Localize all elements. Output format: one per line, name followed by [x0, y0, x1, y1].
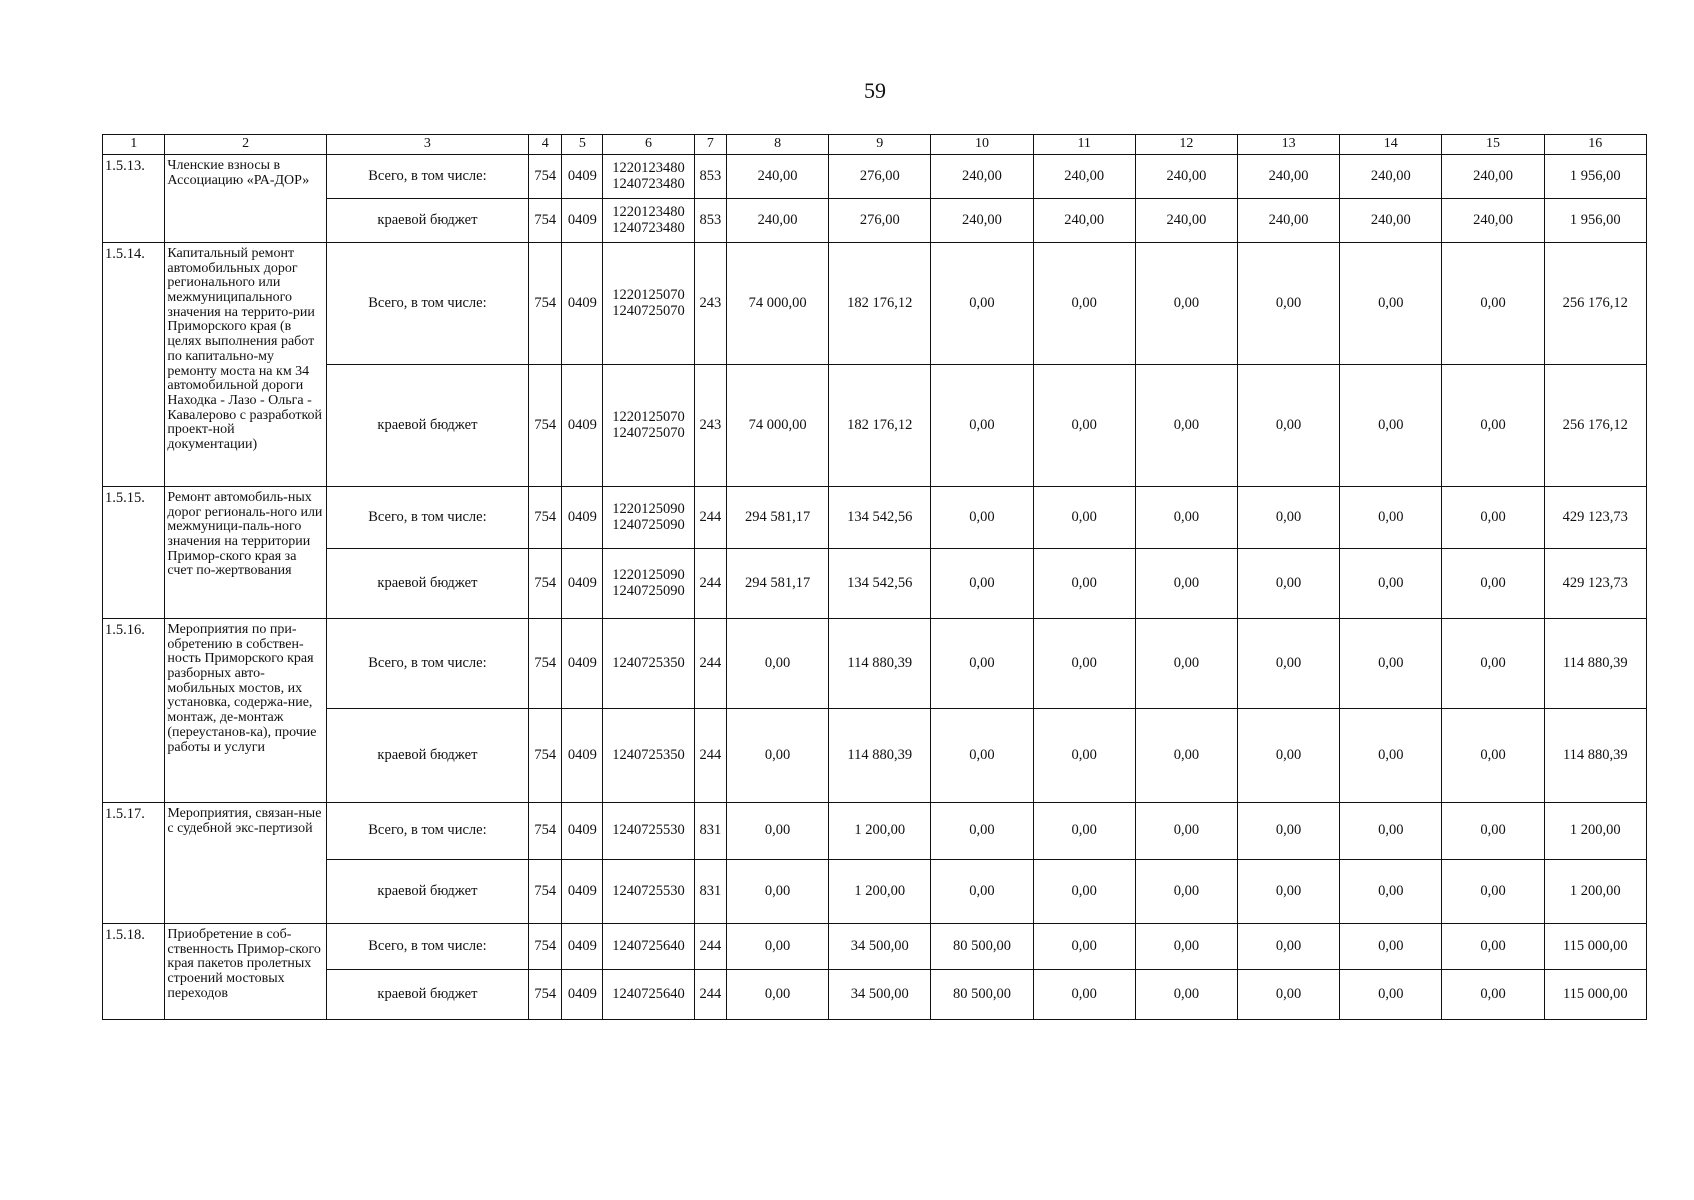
item-name: Членские взносы в Ассоциацию «РА-ДОР» — [165, 155, 326, 243]
value-cell-c11: 0,00 — [1033, 709, 1135, 803]
value-cell-c5: 0409 — [562, 365, 603, 487]
table-row — [103, 155, 1647, 199]
value-cell-c5: 0409 — [562, 243, 603, 365]
value-cell-c14: 0,00 — [1340, 243, 1442, 365]
column-number-cell: 16 — [1544, 135, 1646, 155]
value-cell-c10: 0,00 — [931, 619, 1033, 709]
value-cell-c16: 1 956,00 — [1544, 155, 1646, 199]
column-number-cell: 5 — [562, 135, 603, 155]
table-row — [103, 243, 1647, 365]
column-number-cell: 14 — [1340, 135, 1442, 155]
item-number: 1.5.17. — [103, 803, 165, 924]
value-cell-c8: 74 000,00 — [726, 243, 828, 365]
column-number-cell: 2 — [165, 135, 326, 155]
value-cell-c5: 0409 — [562, 549, 603, 619]
value-cell-c13: 0,00 — [1238, 365, 1340, 487]
value-cell-c5: 0409 — [562, 709, 603, 803]
column-number-cell: 11 — [1033, 135, 1135, 155]
value-cell-c10: 0,00 — [931, 860, 1033, 924]
value-cell-c6: 1240725640 — [603, 970, 694, 1020]
column-number-cell: 9 — [829, 135, 931, 155]
value-cell-c11: 0,00 — [1033, 924, 1135, 970]
value-cell-c7: 244 — [694, 709, 726, 803]
item-number: 1.5.15. — [103, 487, 165, 619]
value-cell-c12: 0,00 — [1135, 619, 1237, 709]
column-number-cell: 3 — [326, 135, 528, 155]
column-number-cell: 8 — [726, 135, 828, 155]
value-cell-c8: 0,00 — [726, 709, 828, 803]
funding-source: краевой бюджет — [326, 709, 528, 803]
value-cell-c6: 1220125070 1240725070 — [603, 243, 694, 365]
value-cell-c15: 0,00 — [1442, 549, 1544, 619]
column-number-cell: 10 — [931, 135, 1033, 155]
value-cell-c11: 0,00 — [1033, 243, 1135, 365]
table-row — [103, 970, 1647, 1020]
table-body — [103, 135, 1647, 1020]
value-cell-c4: 754 — [529, 924, 562, 970]
value-cell-c12: 240,00 — [1135, 199, 1237, 243]
funding-source: Всего, в том числе: — [326, 487, 528, 549]
value-cell-c13: 0,00 — [1238, 803, 1340, 860]
value-cell-c8: 74 000,00 — [726, 365, 828, 487]
value-cell-c16: 114 880,39 — [1544, 709, 1646, 803]
funding-source: краевой бюджет — [326, 860, 528, 924]
value-cell-c5: 0409 — [562, 860, 603, 924]
value-cell-c4: 754 — [529, 365, 562, 487]
value-cell-c15: 0,00 — [1442, 487, 1544, 549]
item-number: 1.5.13. — [103, 155, 165, 243]
value-cell-c8: 294 581,17 — [726, 487, 828, 549]
value-cell-c6: 1220125070 1240725070 — [603, 365, 694, 487]
value-cell-c12: 0,00 — [1135, 803, 1237, 860]
value-cell-c15: 0,00 — [1442, 860, 1544, 924]
item-name: Приобретение в соб-ственность Примор-ского края пакетов пролетных строений мостовых переходов — [165, 924, 326, 1020]
value-cell-c4: 754 — [529, 619, 562, 709]
value-cell-c6: 1220125090 1240725090 — [603, 487, 694, 549]
value-cell-c16: 1 956,00 — [1544, 199, 1646, 243]
value-cell-c6: 1220123480 1240723480 — [603, 155, 694, 199]
value-cell-c10: 0,00 — [931, 549, 1033, 619]
item-name: Мероприятия, связан-ные с судебной экс-пертизой — [165, 803, 326, 924]
value-cell-c12: 0,00 — [1135, 709, 1237, 803]
value-cell-c8: 0,00 — [726, 803, 828, 860]
value-cell-c9: 276,00 — [829, 155, 931, 199]
value-cell-c12: 0,00 — [1135, 924, 1237, 970]
funding-source: краевой бюджет — [326, 970, 528, 1020]
value-cell-c9: 34 500,00 — [829, 970, 931, 1020]
value-cell-c4: 754 — [529, 709, 562, 803]
value-cell-c7: 244 — [694, 924, 726, 970]
value-cell-c14: 0,00 — [1340, 924, 1442, 970]
item-name: Ремонт автомобиль-ных дорог региональ-ного или межмуници-паль-ного значения на территории Примор-ского края за счет по-жертвования — [165, 487, 326, 619]
table-row — [103, 803, 1647, 860]
value-cell-c13: 0,00 — [1238, 709, 1340, 803]
value-cell-c7: 831 — [694, 803, 726, 860]
value-cell-c10: 0,00 — [931, 243, 1033, 365]
value-cell-c9: 1 200,00 — [829, 803, 931, 860]
value-cell-c16: 1 200,00 — [1544, 860, 1646, 924]
value-cell-c8: 294 581,17 — [726, 549, 828, 619]
value-cell-c15: 0,00 — [1442, 619, 1544, 709]
value-cell-c10: 0,00 — [931, 709, 1033, 803]
column-number-cell: 4 — [529, 135, 562, 155]
column-number-cell: 15 — [1442, 135, 1544, 155]
value-cell-c13: 0,00 — [1238, 487, 1340, 549]
value-cell-c10: 80 500,00 — [931, 970, 1033, 1020]
table-row — [103, 860, 1647, 924]
value-cell-c11: 240,00 — [1033, 199, 1135, 243]
value-cell-c5: 0409 — [562, 619, 603, 709]
value-cell-c15: 0,00 — [1442, 709, 1544, 803]
table-row — [103, 487, 1647, 549]
value-cell-c7: 853 — [694, 199, 726, 243]
value-cell-c13: 0,00 — [1238, 924, 1340, 970]
table-row — [103, 549, 1647, 619]
column-number-cell: 12 — [1135, 135, 1237, 155]
value-cell-c13: 0,00 — [1238, 619, 1340, 709]
value-cell-c12: 0,00 — [1135, 487, 1237, 549]
value-cell-c10: 240,00 — [931, 199, 1033, 243]
value-cell-c9: 182 176,12 — [829, 365, 931, 487]
value-cell-c16: 256 176,12 — [1544, 365, 1646, 487]
value-cell-c8: 0,00 — [726, 860, 828, 924]
value-cell-c6: 1240725530 — [603, 860, 694, 924]
value-cell-c9: 114 880,39 — [829, 619, 931, 709]
value-cell-c15: 0,00 — [1442, 243, 1544, 365]
column-number-cell: 7 — [694, 135, 726, 155]
value-cell-c5: 0409 — [562, 487, 603, 549]
value-cell-c15: 0,00 — [1442, 365, 1544, 487]
value-cell-c16: 114 880,39 — [1544, 619, 1646, 709]
value-cell-c7: 244 — [694, 970, 726, 1020]
table-row — [103, 199, 1647, 243]
value-cell-c12: 240,00 — [1135, 155, 1237, 199]
value-cell-c15: 240,00 — [1442, 199, 1544, 243]
table-row — [103, 365, 1647, 487]
value-cell-c6: 1240725530 — [603, 803, 694, 860]
value-cell-c4: 754 — [529, 803, 562, 860]
value-cell-c8: 240,00 — [726, 199, 828, 243]
value-cell-c16: 429 123,73 — [1544, 549, 1646, 619]
value-cell-c14: 0,00 — [1340, 487, 1442, 549]
value-cell-c10: 0,00 — [931, 487, 1033, 549]
value-cell-c12: 0,00 — [1135, 365, 1237, 487]
value-cell-c15: 240,00 — [1442, 155, 1544, 199]
value-cell-c13: 0,00 — [1238, 860, 1340, 924]
item-name: Мероприятия по при-обретению в собствен-ность Приморского края разборных авто-мобильных мостов, их установка, содержа-ние, монтаж, де-монтаж (переустанов-ка), прочие работы и услуги — [165, 619, 326, 803]
value-cell-c10: 240,00 — [931, 155, 1033, 199]
value-cell-c5: 0409 — [562, 803, 603, 860]
value-cell-c11: 0,00 — [1033, 803, 1135, 860]
value-cell-c14: 0,00 — [1340, 860, 1442, 924]
value-cell-c14: 0,00 — [1340, 549, 1442, 619]
value-cell-c9: 114 880,39 — [829, 709, 931, 803]
value-cell-c6: 1220125090 1240725090 — [603, 549, 694, 619]
value-cell-c6: 1220123480 1240723480 — [603, 199, 694, 243]
value-cell-c14: 0,00 — [1340, 803, 1442, 860]
item-number: 1.5.14. — [103, 243, 165, 487]
value-cell-c11: 0,00 — [1033, 365, 1135, 487]
value-cell-c11: 0,00 — [1033, 970, 1135, 1020]
value-cell-c12: 0,00 — [1135, 860, 1237, 924]
value-cell-c8: 0,00 — [726, 970, 828, 1020]
page-number: 59 — [864, 78, 886, 103]
value-cell-c14: 0,00 — [1340, 619, 1442, 709]
column-number-row — [103, 135, 1647, 155]
value-cell-c9: 134 542,56 — [829, 487, 931, 549]
value-cell-c13: 0,00 — [1238, 243, 1340, 365]
value-cell-c7: 831 — [694, 860, 726, 924]
value-cell-c5: 0409 — [562, 970, 603, 1020]
funding-source: Всего, в том числе: — [326, 803, 528, 860]
value-cell-c7: 853 — [694, 155, 726, 199]
budget-table — [102, 134, 1647, 1020]
value-cell-c5: 0409 — [562, 924, 603, 970]
column-number-cell: 6 — [603, 135, 694, 155]
value-cell-c8: 0,00 — [726, 619, 828, 709]
value-cell-c15: 0,00 — [1442, 924, 1544, 970]
value-cell-c14: 0,00 — [1340, 970, 1442, 1020]
value-cell-c9: 134 542,56 — [829, 549, 931, 619]
value-cell-c16: 429 123,73 — [1544, 487, 1646, 549]
item-number: 1.5.18. — [103, 924, 165, 1020]
value-cell-c4: 754 — [529, 199, 562, 243]
funding-source: Всего, в том числе: — [326, 619, 528, 709]
column-number-cell: 1 — [103, 135, 165, 155]
value-cell-c5: 0409 — [562, 199, 603, 243]
funding-source: краевой бюджет — [326, 549, 528, 619]
item-name: Капитальный ремонт автомобильных дорог регионального или межмуниципального значения на террито-рии Приморского края (в целях выполнения работ по капитально-му ремонту моста на км 34 автомобильной дороги Находка - Лазо - Ольга - Кавалерово с разработкой проект-ной документации) — [165, 243, 326, 487]
value-cell-c4: 754 — [529, 860, 562, 924]
value-cell-c14: 0,00 — [1340, 365, 1442, 487]
value-cell-c11: 0,00 — [1033, 487, 1135, 549]
value-cell-c12: 0,00 — [1135, 243, 1237, 365]
table-row — [103, 924, 1647, 970]
item-number: 1.5.16. — [103, 619, 165, 803]
column-number-cell: 13 — [1238, 135, 1340, 155]
funding-source: Всего, в том числе: — [326, 924, 528, 970]
value-cell-c16: 115 000,00 — [1544, 970, 1646, 1020]
value-cell-c4: 754 — [529, 487, 562, 549]
value-cell-c15: 0,00 — [1442, 970, 1544, 1020]
funding-source: краевой бюджет — [326, 365, 528, 487]
funding-source: Всего, в том числе: — [326, 155, 528, 199]
value-cell-c16: 256 176,12 — [1544, 243, 1646, 365]
value-cell-c14: 0,00 — [1340, 709, 1442, 803]
value-cell-c8: 0,00 — [726, 924, 828, 970]
value-cell-c10: 0,00 — [931, 803, 1033, 860]
table-row — [103, 619, 1647, 709]
value-cell-c11: 0,00 — [1033, 619, 1135, 709]
value-cell-c11: 240,00 — [1033, 155, 1135, 199]
value-cell-c12: 0,00 — [1135, 549, 1237, 619]
value-cell-c7: 244 — [694, 487, 726, 549]
value-cell-c14: 240,00 — [1340, 155, 1442, 199]
value-cell-c14: 240,00 — [1340, 199, 1442, 243]
value-cell-c7: 243 — [694, 243, 726, 365]
value-cell-c9: 276,00 — [829, 199, 931, 243]
value-cell-c9: 1 200,00 — [829, 860, 931, 924]
value-cell-c16: 1 200,00 — [1544, 803, 1646, 860]
value-cell-c13: 240,00 — [1238, 199, 1340, 243]
value-cell-c13: 0,00 — [1238, 549, 1340, 619]
value-cell-c16: 115 000,00 — [1544, 924, 1646, 970]
value-cell-c9: 34 500,00 — [829, 924, 931, 970]
value-cell-c4: 754 — [529, 155, 562, 199]
value-cell-c7: 243 — [694, 365, 726, 487]
value-cell-c10: 80 500,00 — [931, 924, 1033, 970]
table-row — [103, 709, 1647, 803]
value-cell-c4: 754 — [529, 243, 562, 365]
value-cell-c7: 244 — [694, 619, 726, 709]
value-cell-c12: 0,00 — [1135, 970, 1237, 1020]
funding-source: Всего, в том числе: — [326, 243, 528, 365]
value-cell-c13: 240,00 — [1238, 155, 1340, 199]
value-cell-c8: 240,00 — [726, 155, 828, 199]
funding-source: краевой бюджет — [326, 199, 528, 243]
value-cell-c6: 1240725350 — [603, 619, 694, 709]
value-cell-c6: 1240725350 — [603, 709, 694, 803]
value-cell-c7: 244 — [694, 549, 726, 619]
value-cell-c9: 182 176,12 — [829, 243, 931, 365]
value-cell-c13: 0,00 — [1238, 970, 1340, 1020]
value-cell-c4: 754 — [529, 970, 562, 1020]
value-cell-c4: 754 — [529, 549, 562, 619]
value-cell-c11: 0,00 — [1033, 549, 1135, 619]
value-cell-c5: 0409 — [562, 155, 603, 199]
value-cell-c10: 0,00 — [931, 365, 1033, 487]
value-cell-c11: 0,00 — [1033, 860, 1135, 924]
value-cell-c15: 0,00 — [1442, 803, 1544, 860]
value-cell-c6: 1240725640 — [603, 924, 694, 970]
